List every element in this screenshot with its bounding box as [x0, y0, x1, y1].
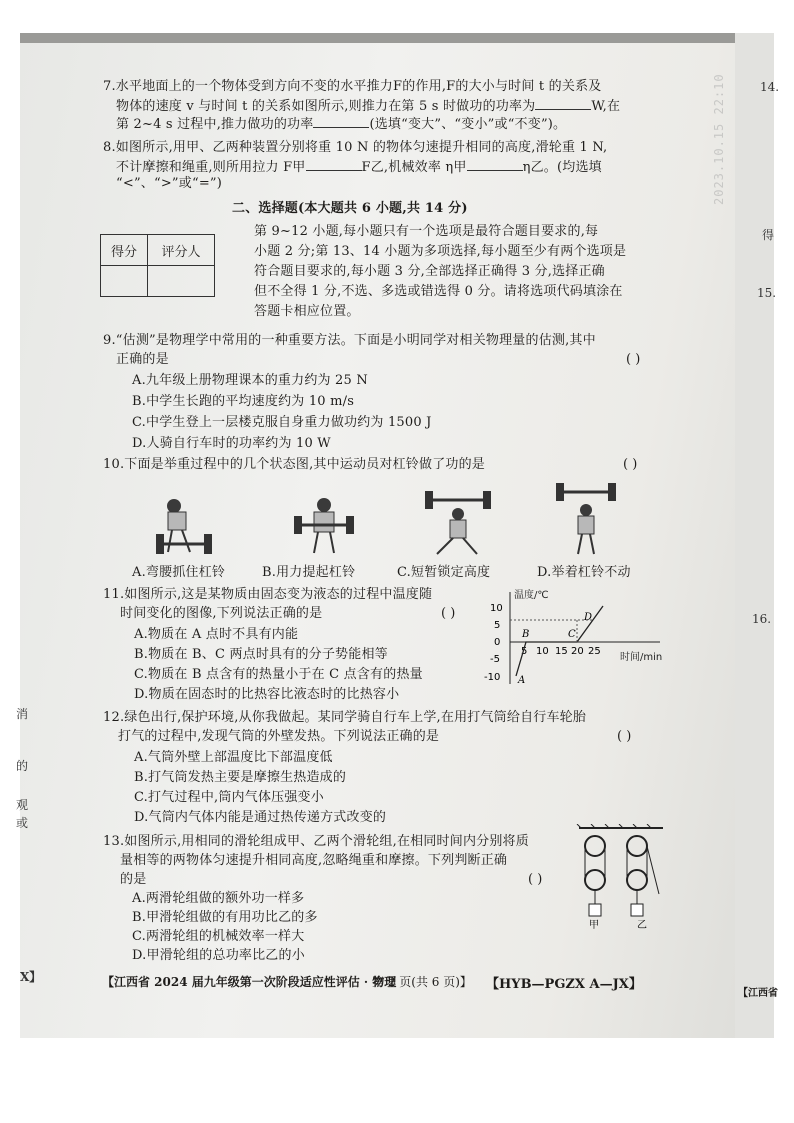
edge-q16: 16.: [752, 612, 772, 626]
q8-line3: “<”、“>”或“=”): [116, 176, 223, 191]
lifter-c-figure: [425, 488, 491, 558]
q7-line1: 7.水平地面上的一个物体受到方向不变的水平推力F的作用,F的大小与时间 t 的关系及: [103, 79, 602, 94]
lifter-d-head: [580, 504, 592, 516]
lifter-a-body: [168, 512, 186, 530]
graph-point-b: B: [522, 629, 530, 640]
edge-de: 得: [762, 228, 775, 242]
pulley-b-fixed: [627, 836, 647, 856]
photo-timestamp: 2023.10.15 22:10: [712, 73, 726, 205]
score-label: 得分: [101, 235, 148, 266]
section2-instr1: 第 9~12 小题,每小题只有一个选项是最符合题目要求的,每: [254, 224, 599, 239]
lifter-a-leg-right: [182, 530, 190, 552]
lifter-a-figure: [150, 492, 220, 556]
graph-ytick-0: 0: [494, 637, 501, 648]
section2-title: 二、选择题(本大题共 6 小题,共 14 分): [232, 201, 468, 216]
photo-top-shadow: [20, 33, 774, 43]
lifter-b-leg-left: [314, 532, 318, 553]
graph-xtick-20: 20: [571, 646, 584, 657]
score-cell: [101, 266, 148, 297]
edge-left-5: 观: [16, 798, 29, 812]
q12-opt-a: A.气筒外壁上部温度比下部温度低: [134, 750, 333, 765]
pulley-a-fixed: [585, 836, 605, 856]
q7-blank2[interactable]: [313, 115, 369, 128]
graph-xtick-5: 5: [521, 646, 528, 657]
lifter-a-head: [167, 499, 181, 513]
rope-b-pull: [647, 846, 659, 894]
graph-xtick-15: 15: [555, 646, 568, 657]
lifter-c-body: [450, 520, 466, 538]
q7-line3: [116, 115, 566, 133]
score-table: [100, 234, 215, 297]
lifter-b-body: [314, 512, 334, 532]
lifter-b-leg-right: [330, 532, 334, 553]
q11-line2: 时间变化的图像,下列说法正确的是: [120, 606, 323, 621]
q13-line2: 量相等的两物体匀速提升相同高度,忽略绳重和摩擦。下列判断正确: [120, 853, 508, 868]
section2-instr2: 小题 2 分;第 13、14 小题为多项选择,每小题至少有两个选项是: [254, 244, 627, 259]
graph-xlabel: 时间/min: [620, 652, 663, 663]
q9-line1: 9.“估测”是物理学中常用的一种重要方法。下面是小明同学对相关物理量的估测,其中: [103, 333, 596, 348]
q13-line3: 的是: [120, 872, 147, 887]
lifter-c-leg-right: [463, 538, 477, 554]
q12-opt-b: B.打气筒发热主要是摩擦生热造成的: [134, 770, 347, 785]
lifter-a-plate-right: [204, 534, 212, 554]
q8-line1: 8.如图所示,用甲、乙两种装置分别将重 10 N 的物体匀速提升相同的高度,滑轮重 1 N,: [103, 140, 608, 155]
q12-line2: 打气的过程中,发现气筒的外壁发热。下列说法正确的是: [118, 729, 440, 744]
q9-paren[interactable]: ( ): [626, 352, 641, 367]
graph-ytick-n10: -10: [484, 672, 501, 683]
q13-opt-d: D.甲滑轮组的总功率比乙的小: [132, 948, 305, 963]
pulley-a-moving: [585, 870, 605, 890]
q10-opt-b: B.用力提起杠铃: [262, 565, 356, 580]
q11-opt-b: B.物质在 B、C 两点时具有的分子势能相等: [134, 647, 388, 662]
q11-paren[interactable]: ( ): [441, 606, 456, 621]
q10-opt-a: A.弯腰抓住杠铃: [132, 565, 226, 580]
pulley-b-moving: [627, 870, 647, 890]
q10-opt-d: D.举着杠铃不动: [537, 565, 631, 580]
weight-b: [631, 904, 643, 916]
lifter-d-plate-right: [608, 483, 616, 501]
footer-page: 第 2 页(共 6 页)】: [372, 975, 472, 989]
q9-opt-d: D.人骑自行车时的功率约为 10 W: [132, 436, 331, 451]
edge-q15: 15.: [757, 286, 777, 300]
q13-opt-c: C.两滑轮组的机械效率一样大: [132, 929, 305, 944]
weight-a: [589, 904, 601, 916]
edge-left-1: 消: [16, 707, 29, 721]
edge-left-3: 的: [16, 759, 29, 773]
edge-left-x: X】: [20, 970, 42, 984]
lifter-d-leg-right: [590, 534, 594, 554]
lifter-c-leg-left: [437, 538, 453, 554]
section2-instr5: 答题卡相应位置。: [254, 304, 360, 319]
graph-ylabel: 温度/℃: [514, 590, 549, 601]
graph-ytick-10: 10: [490, 603, 503, 614]
next-page-strip: [735, 33, 777, 1038]
q13-opt-b: B.甲滑轮组做的有用功比乙的多: [132, 910, 318, 925]
q9-opt-a: A.九年级上册物理课本的重力约为 25 N: [132, 373, 368, 388]
q8-line2b: F乙,机械效率 η甲: [361, 160, 467, 175]
grader-cell: [148, 266, 215, 297]
q8-line2a: 不计摩擦和绳重,则所用拉力 F甲: [116, 160, 306, 175]
footer-right: 【江西省: [738, 988, 778, 999]
lifter-a-plate-left: [156, 534, 164, 554]
q12-opt-c: C.打气过程中,筒内气体压强变小: [134, 790, 324, 805]
graph-xtick-10: 10: [536, 646, 549, 657]
q13-line1: 13.如图所示,用相同的滑轮组成甲、乙两个滑轮组,在相同时间内分别将质: [103, 834, 529, 849]
q10-line1: 10.下面是举重过程中的几个状态图,其中运动员对杠铃做了功的是: [103, 457, 486, 472]
lifter-b-plate-left: [294, 516, 302, 534]
graph-ytick-n5: -5: [490, 654, 500, 665]
q10-paren[interactable]: ( ): [623, 457, 638, 472]
footer-left: 【江西省 2024 届九年级第一次阶段适应性评估 · 物理: [102, 975, 397, 989]
footer-code: 【HYB—PGZX A—JX】: [486, 977, 642, 992]
q8-line2: [116, 158, 602, 176]
q7-blank1[interactable]: [535, 97, 591, 110]
lifter-d-figure: [556, 480, 616, 556]
lifter-d-body: [578, 516, 594, 534]
q12-line1: 12.绿色出行,保护环境,从你我做起。某同学骑自行车上学,在用打气筒给自行车轮胎: [103, 710, 587, 725]
graph-xtick-25: 25: [588, 646, 601, 657]
q11-opt-a: A.物质在 A 点时不具有内能: [134, 627, 299, 642]
q9-opt-c: C.中学生登上一层楼克服自身重力做功约为 1500 J: [132, 415, 432, 430]
lifter-c-head: [452, 508, 464, 520]
q11-opt-c: C.物质在 B 点含有的热量小于在 C 点含有的热量: [134, 667, 423, 682]
lifter-b-plate-right: [346, 516, 354, 534]
q7-line3b: (选填“变大”、“变小”或“不变”)。: [369, 117, 567, 132]
graph-point-d: D: [584, 612, 593, 623]
lifter-d-leg-left: [578, 534, 582, 554]
graph-ytick-5: 5: [494, 620, 501, 631]
label-yi: 乙: [637, 920, 647, 930]
q13-paren[interactable]: ( ): [528, 872, 543, 887]
q12-paren[interactable]: ( ): [617, 729, 632, 744]
lifter-c-plate-left: [425, 491, 433, 509]
q8-blank2[interactable]: [467, 158, 523, 171]
q12-opt-d: D.气筒内气体内能是通过热传递方式改变的: [134, 810, 387, 825]
q9-opt-b: B.中学生长跑的平均速度约为 10 m/s: [132, 394, 355, 409]
grader-label: 评分人: [148, 235, 215, 266]
q8-line2c: η乙。(均选填: [522, 160, 602, 175]
edge-q14: 14.: [760, 80, 780, 94]
graph-point-c: C: [568, 629, 576, 640]
edge-left-6: 或: [16, 816, 29, 830]
lifter-b-figure: [292, 495, 356, 559]
q11-opt-d: D.物质在固态时的比热容比液态时的比热容小: [134, 687, 400, 702]
temperature-time-graph: [480, 586, 695, 690]
q7-line2: [116, 97, 620, 115]
graph-point-a: A: [518, 675, 526, 686]
lifter-b-head: [317, 498, 331, 512]
q8-blank1[interactable]: [306, 158, 362, 171]
lifter-c-plate-right: [483, 491, 491, 509]
lifter-d-plate-left: [556, 483, 564, 501]
q9-line2: 正确的是: [116, 352, 169, 367]
pulley-systems-figure: [575, 824, 667, 930]
section2-instr4: 但不全得 1 分,不选、多选或错选得 0 分。请将选项代码填涂在: [254, 284, 623, 299]
lifter-a-leg-left: [168, 530, 172, 552]
q7-line3a: 第 2~4 s 过程中,推力做功的功率: [116, 117, 314, 132]
q10-opt-c: C.短暂锁定高度: [397, 565, 491, 580]
q7-line2b: W,在: [591, 99, 621, 114]
q7-line2a: 物体的速度 v 与时间 t 的关系如图所示,则推力在第 5 s 时做功的功率为: [116, 99, 536, 114]
q11-line1: 11.如图所示,这是某物质由固态变为液态的过程中温度随: [103, 587, 433, 602]
label-jia: 甲: [589, 920, 599, 930]
q13-opt-a: A.两滑轮组做的额外功一样多: [132, 891, 305, 906]
section2-instr3: 符合题目要求的,每小题 3 分,全部选择正确得 3 分,选择正确: [254, 264, 605, 279]
